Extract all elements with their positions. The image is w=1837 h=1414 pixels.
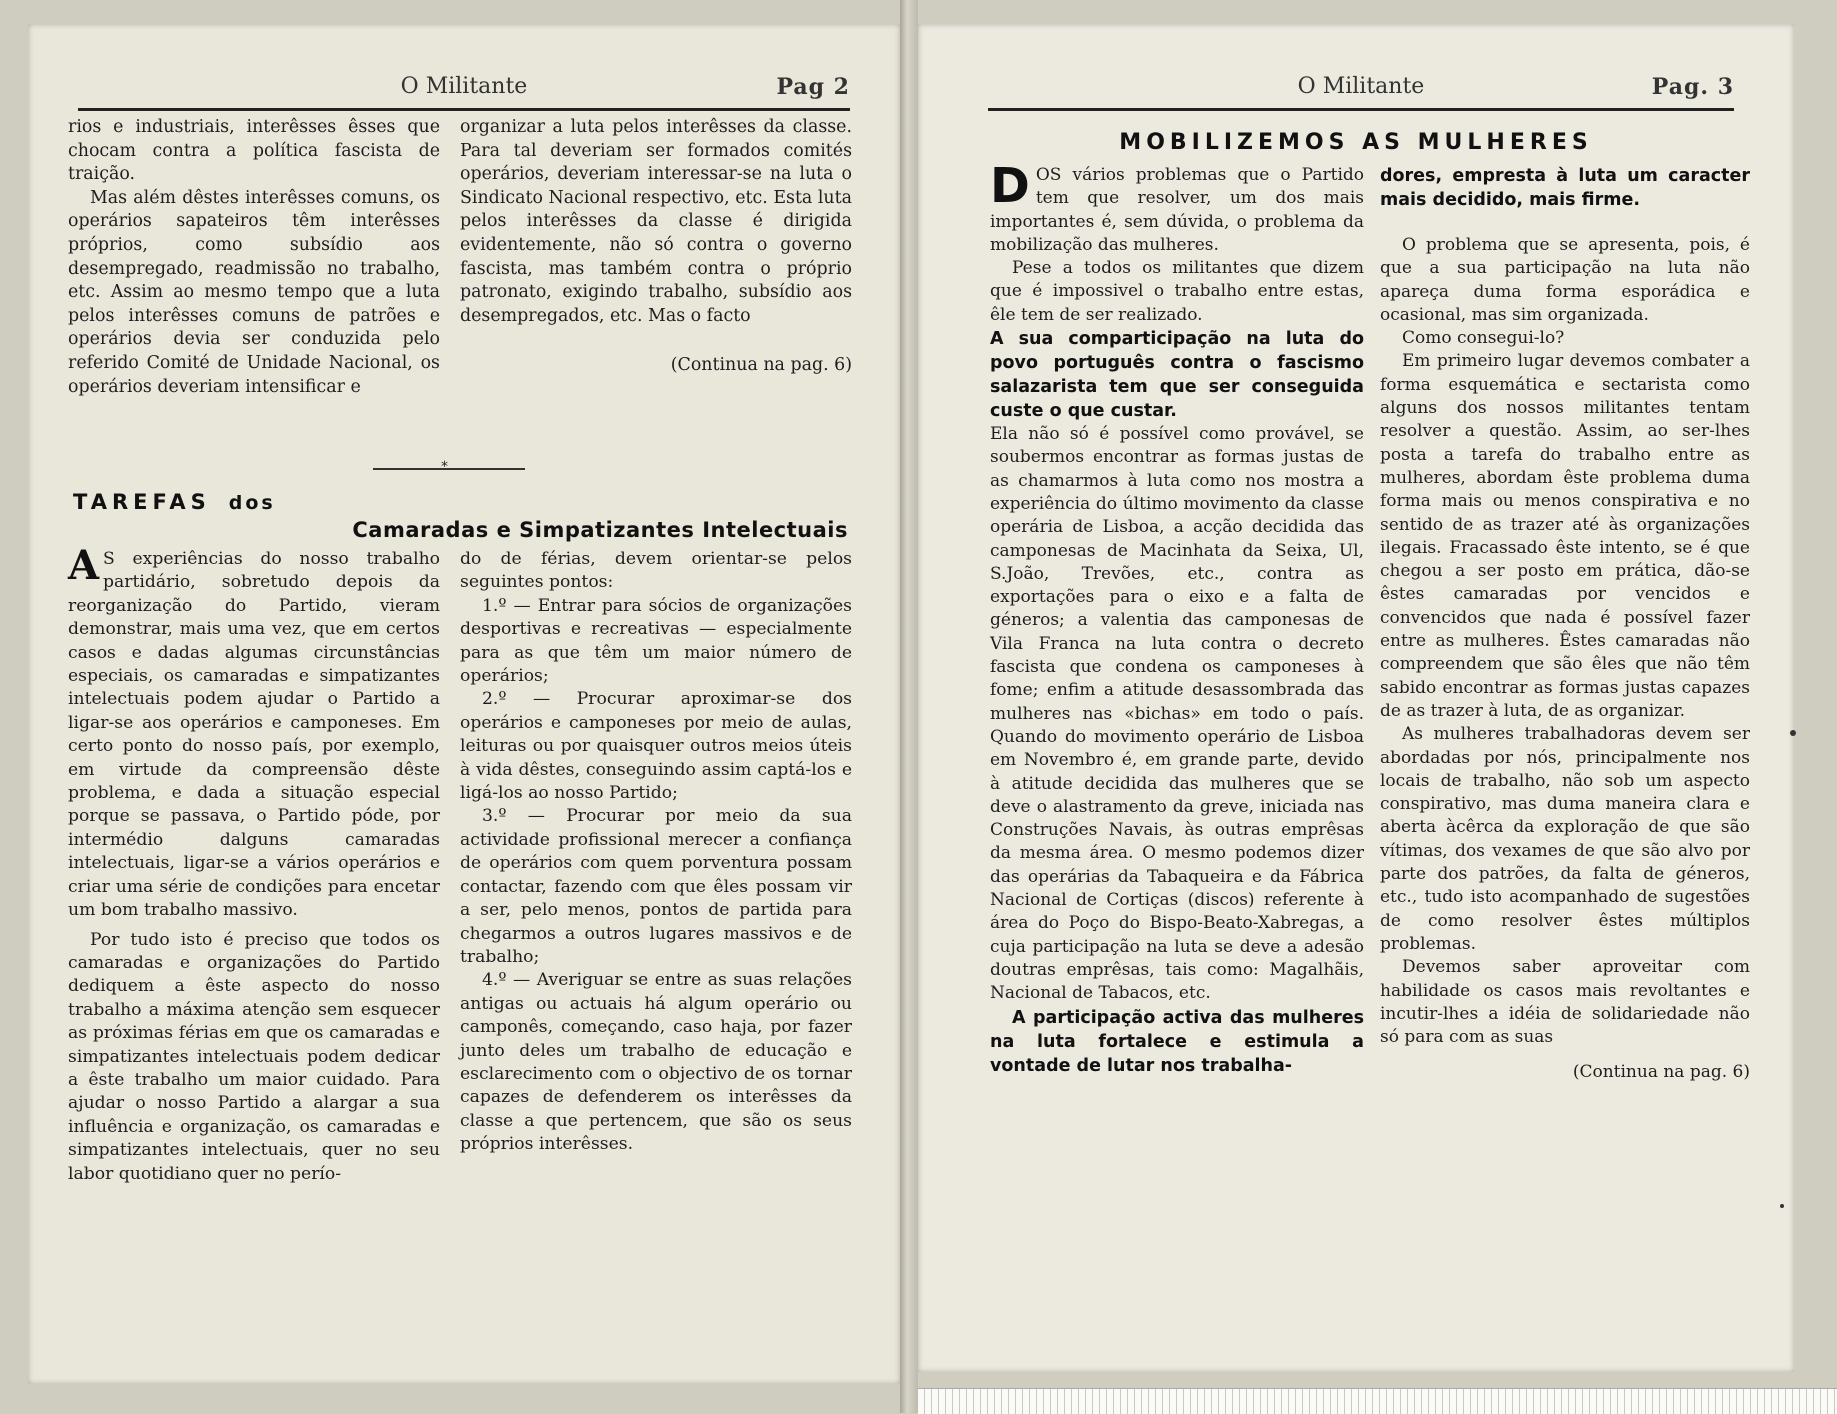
right-page-number: Pag. 3 [1651,74,1734,100]
paper-speck [1780,1204,1784,1208]
heading-dos-word: dos [228,492,276,514]
paragraph: Como consegui-lo? [1402,328,1565,349]
left-running-title: O Militante [400,74,528,99]
paragraph: do de férias, devem orientar-se pelos seguintes pontos: [460,549,852,593]
paragraph: organizar a luta pelos interêsses da classe. Para tal deveriam ser formados comités operários, deveriam interessar-se na luta o Sindicato Nacional respectivo, etc. Esta luta pelos interêsses da classe é dirigida evidentemente, não só contra o governo fascista, mas também contra o próprio patronato, exigindo trabalho, subsídio aos desempregados, etc. Mas o facto [460,117,852,326]
paragraph: Devemos saber aproveitar com habilidade os casos mais revoltantes e incutir-lhes a idéia de solidariedade não só para com as suas [1380,957,1750,1048]
ornament-star: * [441,459,448,475]
bold-statement: dores, empresta à luta um caracter mais decidido, mais firme. [1380,166,1750,210]
paper-speck [1790,730,1796,736]
continua-note: (Continua na pag. 6) [670,355,852,376]
paragraph: OS vários problemas que o Partido tem que resolver, um dos mais importantes é, sem dúvida, o problema da mobilização das mulheres. [990,165,1364,255]
right-col2 [1380,164,1750,1085]
heading-camaradas: Camaradas e Simpatizantes Intelectuais [352,518,848,542]
paragraph: rios e industriais, interêsses êsses que chocam contra a política fascista de traição. [68,117,440,185]
heading-mobilizemos: MOBILIZEMOS AS MULHERES [1119,130,1593,155]
paragraph: Ela não só é possível como provável, se soubermos encontrar as formas justas de as chamarmos à luta como nos mostra a experiência do último movimento da classe operária de Lisboa, a acção decidida das camponesas de Macinhata da Seixa, Ul, S.João, Trevões, etc., contra as exportações para o eixo e a falta de géneros; a valentia das camponesas de Vila Franca na luta contra o decreto fascista que condena os camponeses à fome; enfim a atitude desassombrada das mulheres nas «bichas» em todo o país. Quando do movimento operário de Lisboa em Novembro é, em grande parte, devido à atitude decidida das mulheres que se deve o alastramento da greve, iniciada nas Construções Navais, às outras emprêsas da mesma área. O mesmo podemos dizer das operárias da Tabaqueira e da Fábrica Nacional de Cortiças (discos) referente à área do Poço do Bispo-Beato-Xabregas, a cuja participação na luta se deve a adesão doutras emprêsas, tais como: Magalhãis, Nacional de Tabacos, etc. [990,424,1364,1004]
book-gutter [900,0,918,1413]
bold-statement: A sua comparticipação na luta do povo português contra o fascismo salazarista tem que ser conseguida custe o que custar. [990,329,1364,422]
heading-tarefas-word: TAREFAS [73,490,211,514]
left-article1-col2 [460,116,852,378]
left-article1-col1 [68,116,440,399]
dropcap-d: D [990,158,1030,214]
heading-tarefas [73,490,276,514]
right-col1 [990,158,1364,1078]
list-item: 1.º — Entrar para sócios de organizações desportivas e recreativas — especialmente para as que têm um maior número de operários; [460,595,852,687]
paragraph: O problema que se apresenta, pois, é que a sua participação na luta não apareça duma forma esporádica e ocasional, mas sim organizada. [1380,235,1750,325]
right-page [918,24,1794,1372]
paragraph: S experiências do nosso trabalho partidário, sobretudo depois da reorganização do Partido, vieram demonstrar, mais uma vez, que em certos casos e dadas algumas circunstâncias especiais, os camaradas e simpatizantes intelectuais podem ajudar o Partido a ligar-se aos operários e camponeses. Em certo ponto do nosso país, por exemplo, em virtude da compreensão dêste problema, e dada a situação especial porque se passava, o Partido póde, por intermédio dalguns camaradas intelectuais, ligar-se a vários operários e criar uma série de condições para encetar um bom trabalho massivo. [68,549,440,921]
paragraph: Mas além dêstes interêsses comuns, os operários sapateiros têm interêsses próprios, como subsídio aos desempregado, readmissão no trabalho, etc. Assim ao mesmo tempo que a luta pelos interêsses comuns de patrões e operários devia ser conduzida pelo referido Comité de Unidade Nacional, os operários deveriam intensificar e [68,187,440,397]
paragraph: Em primeiro lugar devemos combater a forma esquemática e sectarista como alguns dos nossos militantes tentam resolver a questão. Assim, ao ser-lhes posta a tarefa do trabalho entre as mulheres, abordam êste problema duma forma mais ou menos conspirativa e no sentido de as trazer até às organizações ilegais. Fracassado êste intento, se é que chegou a ser posto em prática, dão-se êstes camaradas por vencidos e convencidos que nada é possível fazer entre as mulheres. Êstes camaradas não compreendem que são êles que não têm sabido encontrar as formas justas capazes de as trazer à luta, de as organizar. [1380,351,1750,721]
list-item: 3.º — Procurar por meio da sua actividade profissional merecer a confiança de operários com quem porventura possam contactar, fazendo com que êles possam vir a ser, pelo menos, pontos de partida para chegarmos a outros lugares massivos e de trabalho; [460,806,852,967]
left-article2-col2 [460,548,852,1157]
left-page-number: Pag 2 [776,74,850,100]
bold-statement: A participação activa das mulheres na luta fortalece e estimula a vontade de lutar nos trabalha- [990,1007,1364,1076]
paragraph: Por tudo isto é preciso que todos os camaradas e organizações do Partido dediquem a êste aspecto do nosso trabalho a máxima atenção sem esquecer as próximas férias em que os camaradas e simpatizantes intelectuais podem dedicar a êste trabalho um maior cuidado. Para ajudar o nosso Partido a alargar a sua influência e organização, os camaradas e simpatizantes intelectuais, quer no seu labor quotidiano quer no perío- [68,929,440,1184]
right-running-title: O Militante [1297,74,1425,99]
dropcap-a: A [68,542,100,589]
left-article2-col1 [68,542,440,1186]
ornament-divider [373,459,525,475]
right-running-header [988,74,1734,111]
left-page [28,24,900,1384]
paragraph: Pese a todos os militantes que dizem que é impossivel o trabalho entre estas, êle tem de ser realizado. [990,258,1364,325]
list-item: 4.º — Averiguar se entre as suas relações antigas ou actuais há algum operário ou camponês, começando, caso haja, por fazer junto deles um trabalho de educação e esclarecimento com o objectivo de os tornar capazes de defenderem os interêsses da classe a que pertencem, que são os seus próprios interêsses. [460,970,852,1155]
left-running-header [78,74,850,111]
scale-ruler [918,1388,1837,1414]
list-item: 2.º — Procurar aproximar-se dos operários e camponeses por meio de aulas, leituras ou por quaisquer outros meios úteis à vida dêstes, conseguindo assim captá-los e ligá-los ao nosso Partido; [460,689,852,804]
continua-note: (Continua na pag. 6) [1572,1062,1750,1083]
paragraph: As mulheres trabalhadoras devem ser abordadas por nós, principalmente nos locais de trabalho, não sob um aspecto conspirativo, mas duma maneira clara e aberta àcêrca da exploração de que são vítimas, dos vexames de que são alvo por parte dos patrões, da falta de géneros, etc., tudo isto acompanhado de sugestões de como resolver êstes múltiplos problemas. [1380,724,1750,954]
